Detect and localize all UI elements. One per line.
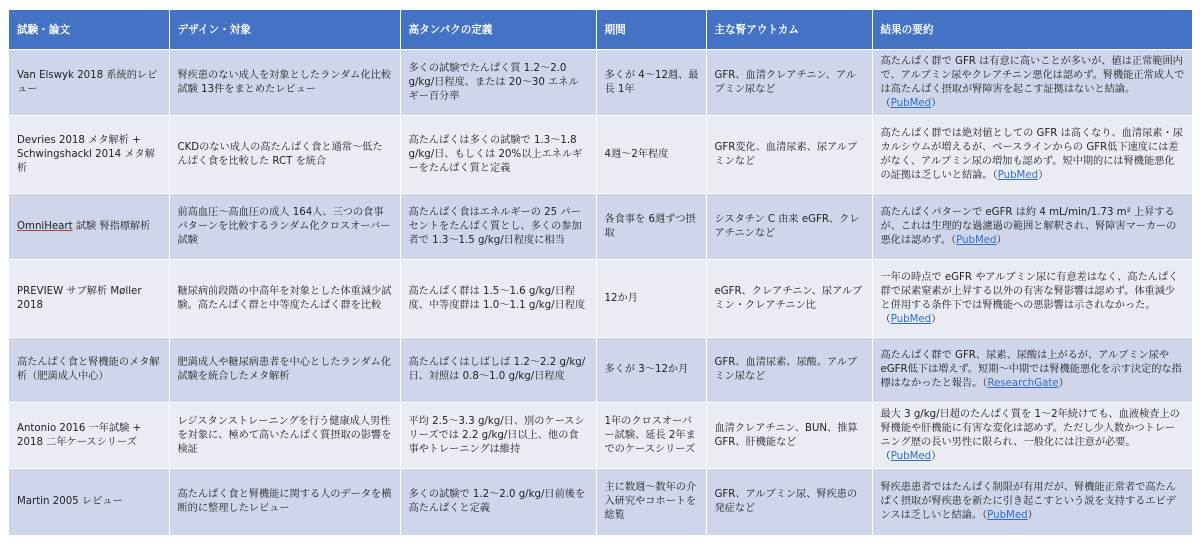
cell-design: 糖尿病前段階の中高年を対象とした体重減少試験。高たんぱく群と中等度たんぱく群を比較	[169, 260, 400, 338]
cell-period: 12か月	[596, 260, 706, 338]
table-row	[9, 116, 1192, 194]
source-link[interactable]: PubMed	[987, 510, 1028, 521]
cell-design: レジスタンストレーニングを行う健康成人男性を対象に、極めて高いたんぱく質摂取の影響を検証	[169, 403, 400, 469]
cell-outcome: 血清クレアチニン、BUN、推算GFR、肝機能など	[706, 403, 872, 469]
cell-definition: 高たんぱく群は 1.5〜1.6 g/kg/日程度、中等度群は 1.0〜1.1 g/kg/日程度	[400, 260, 596, 338]
source-link[interactable]: PubMed	[997, 169, 1039, 181]
summary-text: 高たんぱく群で GFR、尿素、尿酸は上がるが、アルブミン尿や eGFR低下は増えず。短期〜中期では腎機能悪化を示す決定的な指標はなかったと報告。	[880, 350, 1182, 389]
source-link[interactable]: ResearchGate	[987, 378, 1059, 389]
cell-study	[9, 194, 169, 260]
cell-study: Van Elswyk 2018 系統的レビュー	[9, 50, 169, 116]
cell-design: 腎疾患のない成人を対象としたランダム化比較試験 13件をまとめたレビュー	[169, 50, 400, 116]
study-name-rest: 試験 腎指標解析	[72, 220, 151, 232]
cell-study: Martin 2005 レビュー	[9, 469, 169, 536]
table-container	[9, 10, 1192, 535]
source-link[interactable]: PubMed	[890, 450, 932, 462]
cell-summary: 最大 3 g/kg/日超のたんぱく質を 1〜2年続けても、血液検査上の腎機能や肝機能に有害な変化は認めず。ただし少人数かつトレーニング歴の長い男性に限られ、一般化には注意が必要。（PubMed）	[872, 403, 1192, 469]
source-link[interactable]: PubMed	[890, 97, 932, 109]
cell-definition: 高たんぱく食はエネルギーの 25 パーセントをたんぱく質とし、多くの参加者で 1.3〜1.5 g/kg/日程度に相当	[400, 194, 596, 260]
cell-definition: 平均 2.5〜3.3 g/kg/日、別のケースシリーズでは 2.2 g/kg/日以上、他の食事やトレーニングは維持	[400, 403, 596, 469]
header-outcome: 主な腎アウトカム	[706, 10, 872, 50]
cell-study: Antonio 2016 一年試験 + 2018 二年ケースシリーズ	[9, 403, 169, 469]
cell-study: Devries 2018 メタ解析 + Schwingshackl 2014 メタ解析	[9, 116, 169, 194]
cell-summary: 高たんぱく群で GFR は有意に高いことが多いが、値は正常範囲内で、アルブミン尿やクレアチニン悪化は認めず。腎機能正常成人では高たんぱく摂取が腎障害を起こす証拠はないと結論。（PubMed）	[872, 50, 1192, 116]
header-period: 期間	[596, 10, 706, 50]
cell-outcome: GFR、血清尿素、尿酸、アルブミン尿など	[706, 338, 872, 403]
cell-outcome: シスタチン C 由来 eGFR、クレアチニンなど	[706, 194, 872, 260]
table-row	[9, 50, 1192, 116]
source-link[interactable]: PubMed	[890, 313, 932, 325]
table-row	[9, 338, 1192, 403]
header-row	[9, 10, 1192, 50]
summary-text: 腎疾患患者ではたんぱく制限が有用だが、腎機能正常者で高たんぱく摂取が腎疾患を新たに引き起こすという説を支持するエビデンスは乏しいと結論。	[880, 482, 1176, 521]
cell-definition: 高たんぱくは多くの試験で 1.3〜1.8 g/kg/日、もしくは 20%以上エネルギーをたんぱく質と定義	[400, 116, 596, 194]
cell-design: CKDのない成人の高たんぱく食と通常〜低たんぱく食を比較した RCT を統合	[169, 116, 400, 194]
cell-outcome: GFR、アルブミン尿、腎疾患の発症など	[706, 469, 872, 536]
cell-definition: 多くの試験で 1.2〜2.0 g/kg/日前後を高たんぱくと定義	[400, 469, 596, 536]
table-row	[9, 260, 1192, 338]
study-name-prefix: OmniHeart	[17, 220, 73, 232]
table-row	[9, 194, 1192, 260]
header-definition: 高タンパクの定義	[400, 10, 596, 50]
cell-design: 肥満成人や糖尿病患者を中心としたランダム化試験を統合したメタ解析	[169, 338, 400, 403]
cell-period: 多くが 3〜12か月	[596, 338, 706, 403]
cell-summary: 一年の時点で eGFR やアルブミン尿に有意差はなく、高たんぱく群で尿素窒素が上昇する以外の有害な腎影響は認めず。体重減少と併用する条件下では腎機能への悪影響は示されなかった。（PubMed）	[872, 260, 1192, 338]
cell-summary: 高たんぱく群では絶対値としての GFR は高くなり、血清尿素・尿カルシウムが増えるが、ベースラインからの GFR低下速度には差がなく、アルブミン尿の増加も認めず。短中期的には腎機能悪化の証拠は乏しいと結論。（PubMed）	[872, 116, 1192, 194]
cell-outcome: eGFR、クレアチニン、尿アルブミン・クレアチニン比	[706, 260, 872, 338]
cell-summary: 腎疾患患者ではたんぱく制限が有用だが、腎機能正常者で高たんぱく摂取が腎疾患を新たに引き起こすという説を支持するエビデンスは乏しいと結論。（PubMed）	[872, 469, 1192, 536]
cell-period: 1年のクロスオーバー試験、延長 2年までのケースシリーズ	[596, 403, 706, 469]
cell-definition: 多くの試験でたんぱく質 1.2〜2.0 g/kg/日程度、または 20〜30 エネルギー百分率	[400, 50, 596, 116]
study-table	[9, 10, 1193, 535]
cell-period: 4週〜2年程度	[596, 116, 706, 194]
cell-period: 各食事を 6週ずつ摂取	[596, 194, 706, 260]
cell-outcome: GFR、血清クレアチニン、アルブミン尿など	[706, 50, 872, 116]
summary-text: 高たんぱく群で GFR は有意に高いことが多いが、値は正常範囲内で、アルブミン尿やクレアチニン悪化は認めず。腎機能正常成人では高たんぱく摂取が腎障害を起こす証拠はないと結論。	[880, 55, 1185, 95]
cell-study: PREVIEW サブ解析 Møller 2018	[9, 260, 169, 338]
table-row	[9, 469, 1192, 536]
summary-text: 高たんぱく群では絶対値としての GFR は高くなり、血清尿素・尿カルシウムが増えるが、ベースラインからの GFR低下速度には差がなく、アルブミン尿の増加も認めず。短中期的には腎機能悪化の証拠は乏しいと結論。	[880, 127, 1183, 181]
header-study: 試験・論文	[9, 10, 169, 50]
cell-definition: 高たんぱくはしばしば 1.2〜2.2 g/kg/日、対照は 0.8〜1.0 g/kg/日程度	[400, 338, 596, 403]
cell-design: 高たんぱく食と腎機能に関する人のデータを横断的に整理したレビュー	[169, 469, 400, 536]
cell-period: 多くが 4〜12週、最長 1年	[596, 50, 706, 116]
cell-study: 高たんぱく食と腎機能のメタ解析（肥満成人中心）	[9, 338, 169, 403]
cell-outcome: GFR変化、血清尿素、尿アルブミンなど	[706, 116, 872, 194]
source-link[interactable]: PubMed	[956, 234, 997, 246]
header-design: デザイン・対象	[169, 10, 400, 50]
cell-summary: 高たんぱくパターンで eGFR は約 4 mL/min/1.73 m² 上昇するが、これは生理的な過濾過の範囲と解釈され、腎障害マーカーの悪化は認めず。（PubMed）	[872, 194, 1192, 260]
summary-text: 一年の時点で eGFR やアルブミン尿に有意差はなく、高たんぱく群で尿素窒素が上昇する以外の有害な腎影響は認めず。体重減少と併用する条件下では腎機能への悪影響は示されなかった。	[880, 271, 1179, 311]
summary-text: 高たんぱくパターンで eGFR は約 4 mL/min/1.73 m² 上昇するが、これは生理的な過濾過の範囲と解釈され、腎障害マーカーの悪化は認めず。	[880, 206, 1177, 246]
cell-design: 前高血圧〜高血圧の成人 164人、三つの食事パターンを比較するランダム化クロスオーバー試験	[169, 194, 400, 260]
cell-summary: 高たんぱく群で GFR、尿素、尿酸は上がるが、アルブミン尿や eGFR低下は増えず。短期〜中期では腎機能悪化を示す決定的な指標はなかったと報告。（ResearchGate）	[872, 338, 1192, 403]
table-row	[9, 403, 1192, 469]
summary-text: 最大 3 g/kg/日超のたんぱく質を 1〜2年続けても、血液検査上の腎機能や肝機能に有害な変化は認めず。ただし少人数かつトレーニング歴の長い男性に限られ、一般化には注意が必要。	[880, 408, 1180, 448]
cell-period: 主に数週〜数年の介入研究やコホートを総覧	[596, 469, 706, 536]
header-summary: 結果の要約	[872, 10, 1192, 50]
